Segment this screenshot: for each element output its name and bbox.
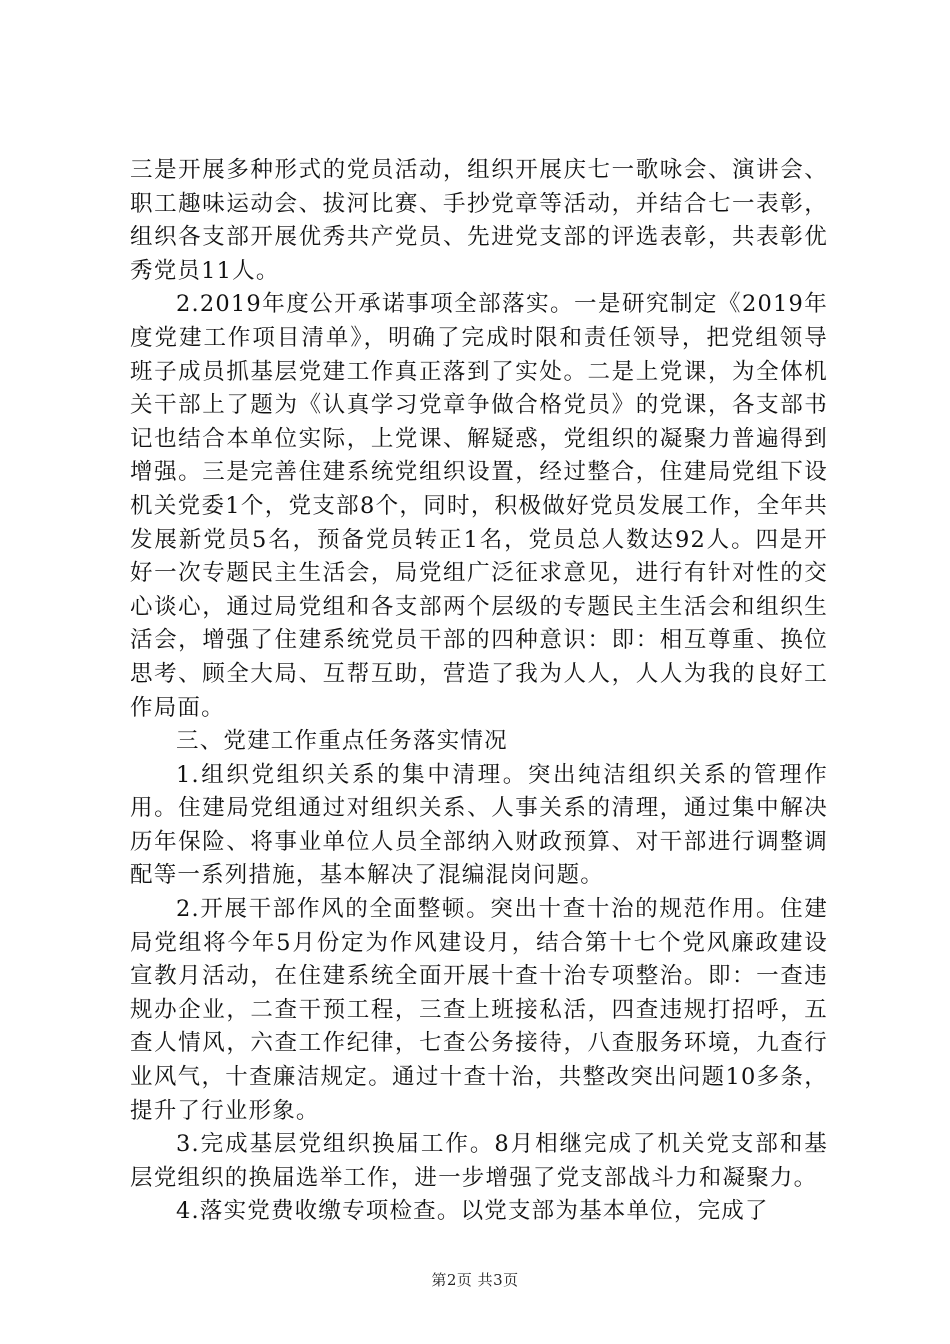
paragraph-branch-election: 3.完成基层党组织换届工作。8月相继完成了机关党支部和基层党组织的换届选举工作，进一步增强了党支部战斗力和凝聚力。: [130, 1131, 828, 1191]
paragraph-party-activities: 三是开展多种形式的党员活动，组织开展庆七一歌咏会、演讲会、职工趣味运动会、拔河比赛、手抄党章等活动，并结合七一表彰，组织各支部开展优秀共产党员、先进党支部的评选表彰，共表彰优秀党员11人。: [130, 157, 828, 284]
section-heading-key-tasks: 三、党建工作重点任务落实情况: [176, 728, 508, 755]
paragraph-public-commitments: 2.2019年度公开承诺事项全部落实。一是研究制定《2019年度党建工作项目清单》，明确了完成时限和责任领导，把党组领导班子成员抓基层党建工作真正落到了实处。二是上党课，为全体机关干部上了题为《认真学习党章争做合格党员》的党课，各支部书记也结合本单位实际，上党课、解疑惑，党组织的凝聚力普遍得到增强。三是完善住建系统党组织设置，经过整合，住建局党组下设机关党委1个，党支部8个，同时，积极做好党员发展工作，全年共发展新党员5名，预备党员转正1名，党员总人数达92人。四是开好一次专题民主生活会，局党组广泛征求意见，进行有针对性的交心谈心，通过局党组和各支部两个层级的专题民主生活会和组织生活会，增强了住建系统党员干部的四种意识：即：相互尊重、换位思考、顾全大局、互帮互助，营造了我为人人，人人为我的良好工作局面。: [130, 291, 828, 721]
paragraph-party-dues-inspection: 4.落实党费收缴专项检查。以党支部为基本单位，完成了: [176, 1198, 769, 1225]
paragraph-work-style-rectification: 2.开展干部作风的全面整顿。突出十查十治的规范作用。住建局党组将今年5月份定为作风建设月，结合第十七个党风廉政建设宣教月活动，在住建系统全面开展十查十治专项整治。即：一查违规办企业，二查干预工程，三查上班接私活，四查违规打招呼，五查人情风，六查工作纪律，七查公务接待，八查服务环境，九查行业风气，十查廉洁规定。通过十查十治，共整改突出问题10多条，提升了行业形象。: [130, 896, 828, 1124]
document-body: [130, 154, 828, 1229]
page-footer: 第2页 共3页: [431, 1271, 519, 1289]
paragraph-organization-cleanup: 1.组织党组织关系的集中清理。突出纯洁组织关系的管理作用。住建局党组通过对组织关系、人事关系的清理，通过集中解决历年保险、将事业单位人员全部纳入财政预算、对干部进行调整调配等一系列措施，基本解决了混编混岗问题。: [130, 761, 828, 889]
